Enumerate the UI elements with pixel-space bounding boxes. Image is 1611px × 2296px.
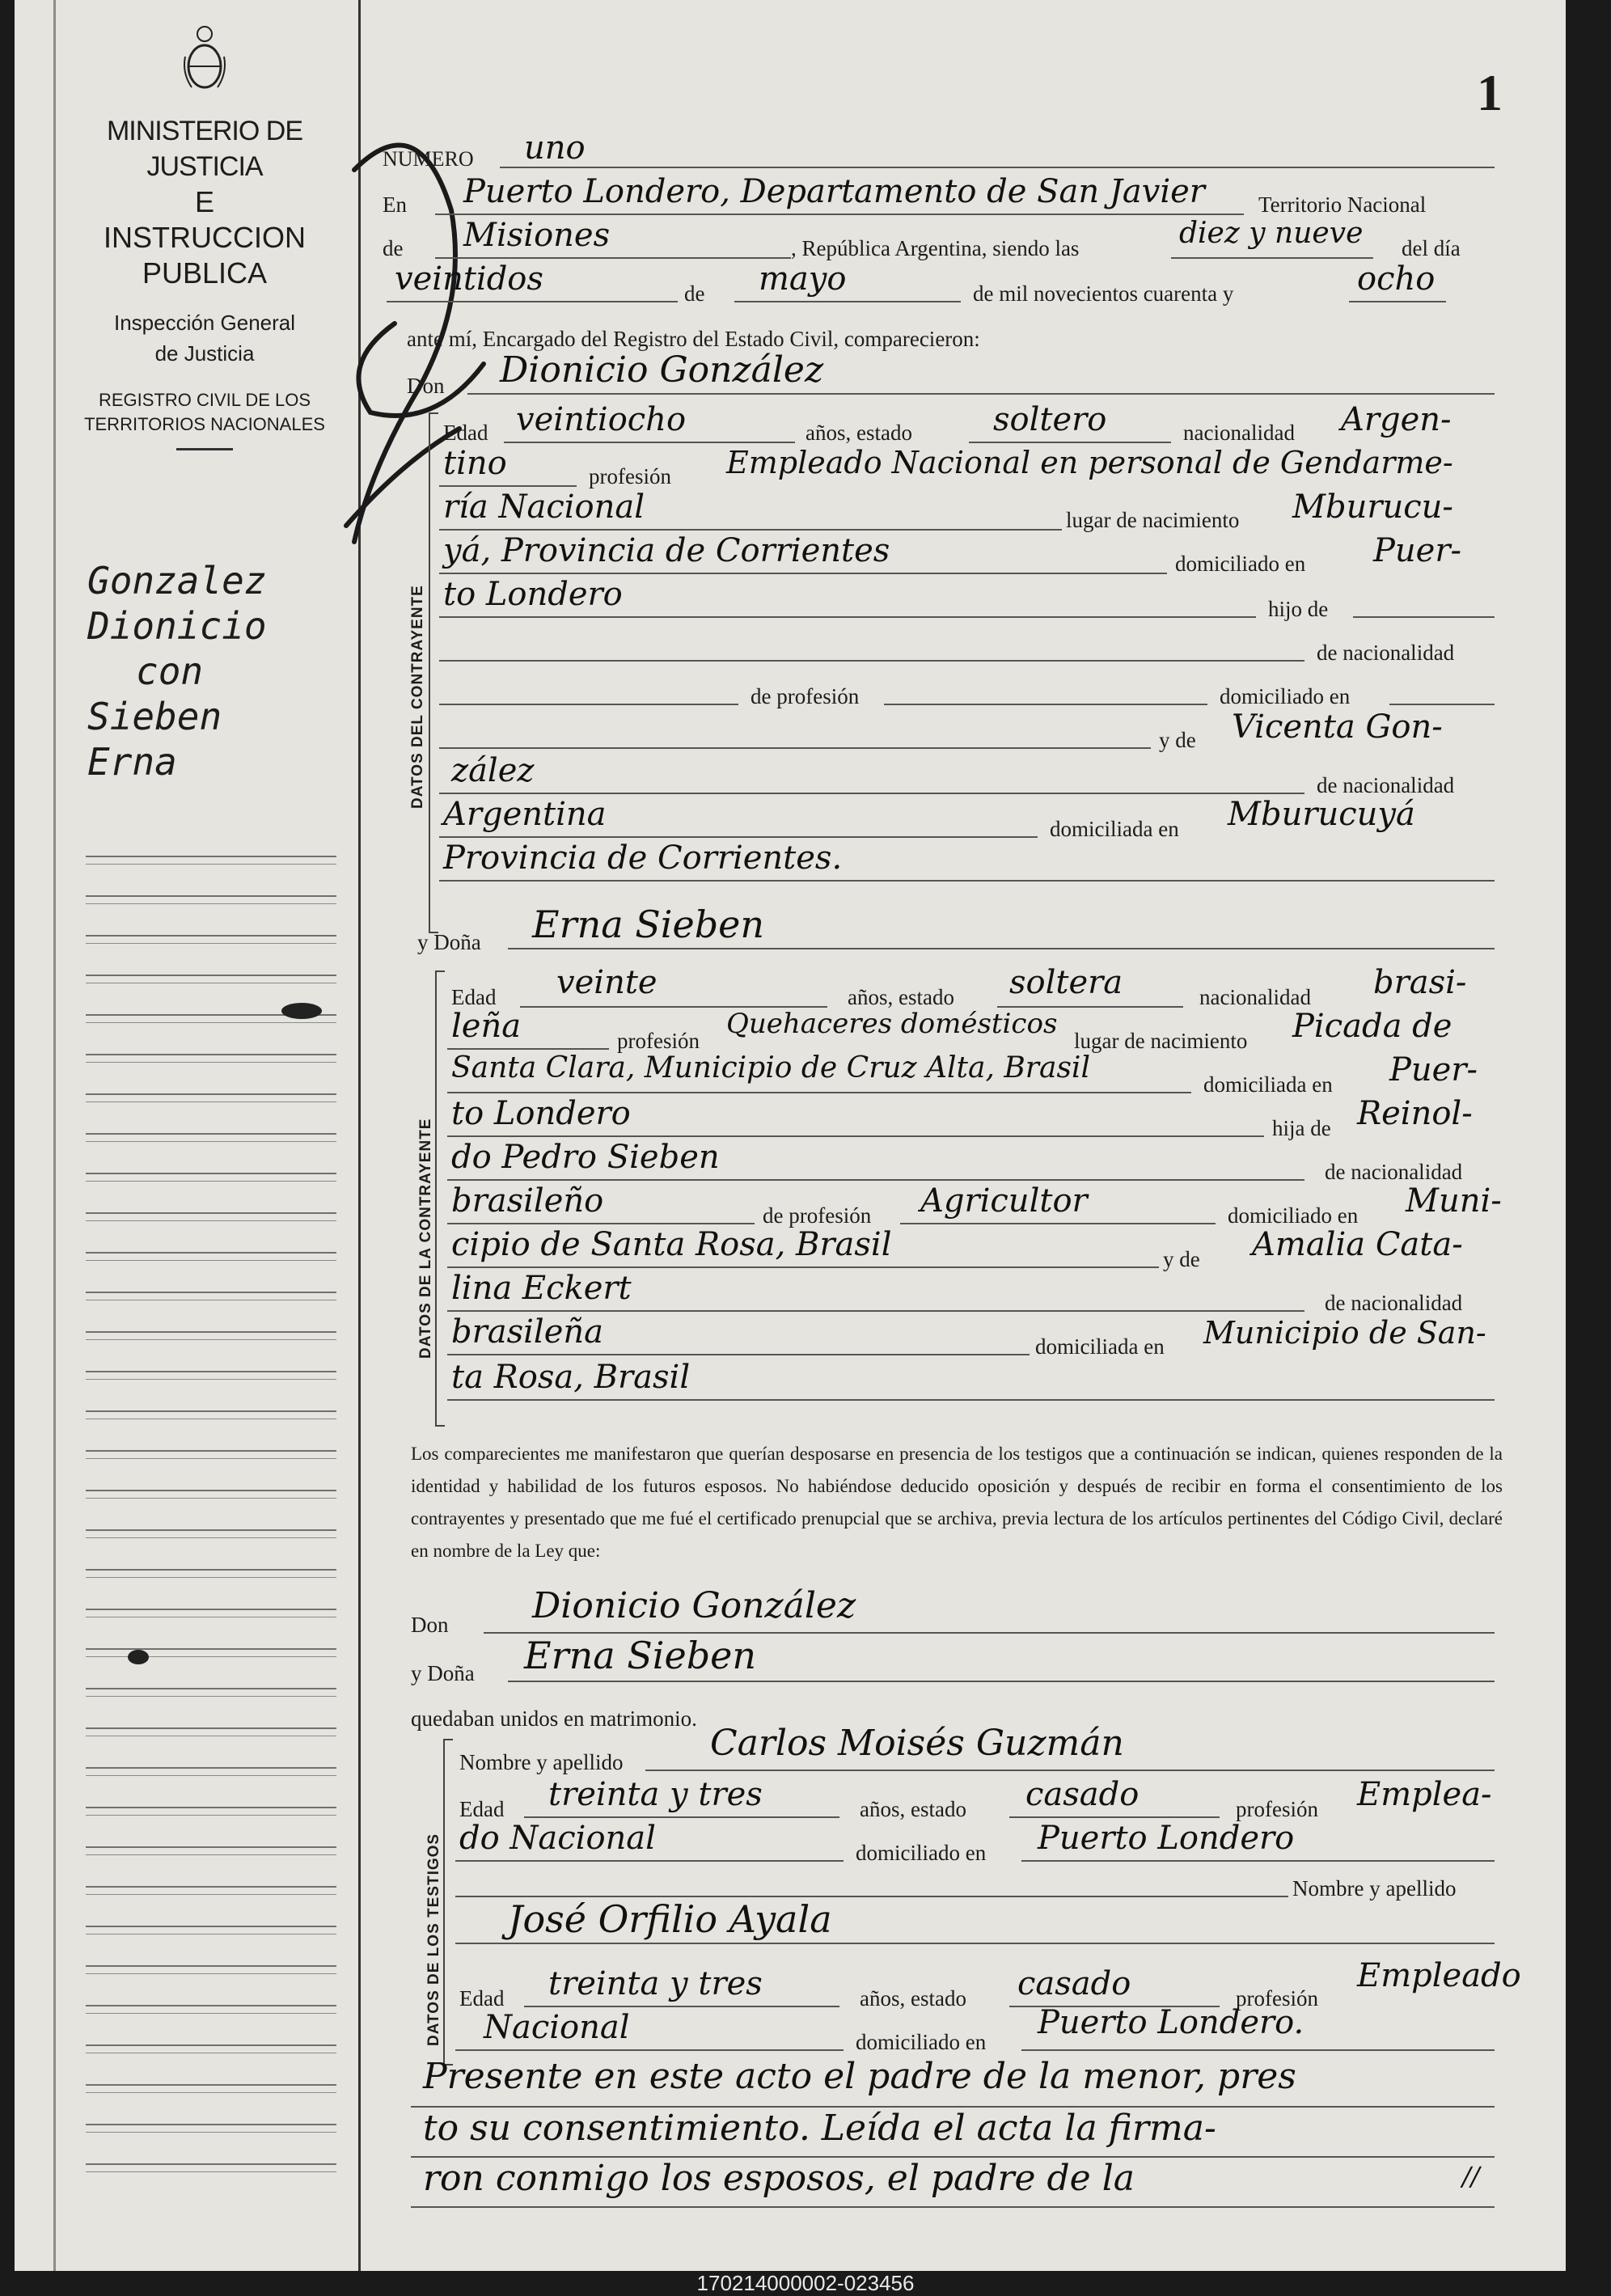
y-de-label: y de [1159,728,1196,752]
bride-age: veinte [556,964,658,1001]
fill-line [524,2006,839,2007]
bride-father-profession: Agricultor [920,1182,1088,1220]
witness2-name: José Orfilio Ayala [508,1897,832,1941]
groom-mother-nationality: Argentina [443,796,607,833]
domiciliada-label: domiciliada en [1203,1072,1333,1097]
edad-label: Edad [443,421,488,445]
groom-profession: Empleado Nacional en personal de Gendarme- [726,445,1453,480]
fill-line [447,1399,1495,1401]
fill-line [524,1816,839,1818]
groom-nationality-cont: tino [443,445,507,482]
fill-line [500,167,1495,168]
bride-father-nationality: brasileño [451,1182,604,1220]
de-nacionalidad-label: de nacionalidad [1325,1160,1463,1184]
de-profesion-label: de profesión [751,684,860,708]
fill-line [439,485,577,487]
fill-line [439,660,1304,662]
witness1-age: treinta y tres [548,1776,763,1813]
bride-nationality-cont: leña [451,1008,522,1045]
nombre-label: Nombre y apellido [459,1750,624,1774]
witness2-status: casado [1017,1965,1131,2002]
fill-line [435,214,1244,215]
year-label: de mil novecientos cuarenta y [973,281,1234,306]
fill-line [1349,301,1446,302]
domiciliado-label: domiciliado en [1175,552,1306,576]
de-nacionalidad-label: de nacionalidad [1317,773,1455,797]
binding-edge [53,0,56,2271]
groom-nationality: Argen- [1341,401,1452,438]
anos-estado-label: años, estado [860,1986,966,2011]
margin-name: Gonzalez [87,559,267,603]
dona-label: y Doña [411,1661,475,1685]
fill-line [900,1223,1216,1224]
hour: diez y nueve [1179,217,1364,250]
section-bracket [443,1739,453,2066]
groom-name: Dionicio González [500,349,824,391]
margin-name: Sieben [87,695,222,738]
groom-section-label: DATOS DEL CONTRAYENTE [409,585,426,809]
groom-mother-cont: zález [451,752,535,789]
groom-mother-address-cont: Provincia de Corrientes. [443,839,843,877]
groom-mother: Vicenta Gon- [1232,708,1443,746]
margin-name: Dionicio [87,604,267,648]
fill-line [884,704,1207,705]
bride-father-address-cont: cipio de Santa Rosa, Brasil [451,1226,892,1263]
groom-profession-cont: ría Nacional [443,488,645,526]
fill-line [439,616,1256,618]
bride-mother: Amalia Cata- [1252,1226,1463,1263]
divider [176,448,233,450]
fill-line [1353,616,1495,618]
fill-line [435,257,791,259]
domiciliado-label: domiciliado en [1228,1203,1359,1228]
coat-of-arms-icon [180,24,229,97]
domiciliado-en-label: domiciliado en [1220,684,1351,708]
bride-address: Puer- [1389,1051,1478,1089]
domiciliada-label: domiciliada en [1035,1334,1165,1359]
fill-line [439,529,1062,531]
witness1-status: casado [1025,1776,1140,1813]
dona-label: y Doña [417,930,481,954]
fill-line [508,948,1495,949]
edad-label: Edad [451,985,497,1009]
declaration-paragraph: Los comparecientes me manifestaron que querían desposarse en presencia de los testigos que a continuación se indican, quienes responden de la identidad y habilidad de los futuros esposos. No habiéndose deducido oposición y después de recibir en forma el consentimiento de los contrayentes y presentado que me fué el certificado prenupcial que se archiva, previa lectura de los artículos pertinentes del Código Civil, declaré en nombre de la Ley que: [411,1444,1503,1561]
witness2-address: Puerto Londero. [1038,2004,1304,2041]
bride-mother-nationality: brasileña [451,1313,603,1351]
act-number: uno [524,129,586,167]
ink-blot [281,1003,322,1019]
nacimiento-label: lugar de nacimiento [1074,1029,1248,1053]
domiciliada-label: domiciliada en [1050,817,1179,841]
registry-line2: TERRITORIOS NACIONALES [84,414,325,434]
note-line3: ron conmigo los esposos, el padre de la [423,2158,1135,2199]
witnesses-section-label: DATOS DE LOS TESTIGOS [425,1833,442,2046]
office-line2: de Justicia [154,341,255,366]
fill-line [455,1860,844,1862]
bride-father: Reinol- [1357,1095,1473,1132]
don-label: Don [411,1613,449,1637]
fill-line [439,836,1038,838]
fill-line [439,880,1495,882]
witness2-age: treinta y tres [548,1965,763,2002]
bride-mother-address: Municipio de San- [1203,1315,1486,1351]
fill-line [1021,1860,1495,1862]
fill-line [1021,2049,1495,2051]
fill-line [467,393,1495,395]
note-end-mark: // [1462,2161,1480,2192]
note-line1: Presente en este acto el padre de la menor, pres [423,2056,1296,2097]
married-bride: Erna Sieben [524,1634,756,1677]
domiciliado-label: domiciliado en [856,2030,987,2054]
bride-birthplace-cont: Santa Clara, Municipio de Cruz Alta, Brasil [451,1051,1090,1085]
nombre-label: Nombre y apellido [1292,1876,1457,1901]
fill-line [645,1770,1495,1771]
de-profesion-label: de profesión [763,1203,872,1228]
de-label: de [383,236,404,260]
fill-line [447,1354,1030,1355]
fill-line [439,793,1304,794]
ante-label: ante mí, Encargado del Registro del Estado Civil, comparecieron: [407,327,980,351]
margin-annotation [87,558,330,784]
fill-line [455,2049,844,2051]
fill-line [1389,704,1495,705]
y-de-label: y de [1163,1247,1200,1271]
witness2-profession: Empleado [1357,1957,1521,1994]
groom-status: soltero [993,401,1107,438]
witness1-name: Carlos Moisés Guzmán [710,1723,1124,1764]
nacionalidad-label: nacionalidad [1183,421,1295,445]
anos-estado-label: años, estado [860,1797,966,1821]
bride-status: soltera [1009,964,1123,1001]
fill-line [734,301,961,302]
office-line1: Inspección General [113,311,296,335]
fill-line [439,747,1151,749]
fill-line [447,1223,755,1224]
married-groom: Dionicio González [532,1585,856,1626]
numero-label: NUMERO [383,147,474,171]
closing-text: quedaban unidos en matrimonio. [411,1706,697,1731]
fill-line [1171,257,1373,259]
witness1-address: Puerto Londero [1038,1820,1295,1857]
fill-line [447,1266,1159,1268]
bride-father-address: Muni- [1406,1182,1502,1220]
don-label: Don [407,374,445,398]
fill-line [504,442,795,443]
fill-line [1009,1816,1220,1818]
issuer-block [63,24,346,450]
anos-estado-label: años, estado [806,421,912,445]
profesion-label: profesión [589,464,671,488]
fill-line [969,442,1171,443]
margin-name: Erna [87,740,177,784]
section-bracket [435,970,445,1427]
groom-address: Puer- [1373,532,1461,569]
bride-mother-address-cont: ta Rosa, Brasil [451,1359,691,1396]
groom-address-cont: to Londero [443,576,623,613]
hijo-label: hijo de [1268,597,1329,621]
fill-line [439,573,1167,574]
de-nacionalidad-label: de nacionalidad [1317,641,1455,665]
fill-line [439,704,738,705]
de-label: de [684,281,705,306]
ministry-line2: E [194,185,214,218]
page-number: 1 [1477,64,1503,121]
domiciliado-label: domiciliado en [856,1841,987,1865]
groom-birthplace: Mburucu- [1292,488,1453,526]
province: Misiones [463,217,611,254]
note-line2: to su consentimiento. Leída el acta la firma- [423,2108,1216,2149]
fill-line [387,301,678,302]
month: mayo [759,260,847,298]
ministry-line1: MINISTERIO DE JUSTICIA [106,116,303,182]
year: ocho [1357,260,1436,298]
hija-label: hija de [1272,1116,1331,1140]
profesion-label: profesión [1236,1797,1318,1821]
ministry-line3: INSTRUCCION PUBLICA [104,221,306,290]
groom-mother-address: Mburucuyá [1228,796,1415,833]
nacionalidad-label: nacionalidad [1199,985,1311,1009]
place: Puerto Londero, Departamento de San Javier [463,173,1205,210]
fill-line [447,1092,1191,1093]
bride-section-label: DATOS DE LA CONTRAYENTE [417,1118,434,1359]
fill-line [447,1179,1304,1181]
bride-father-cont: do Pedro Sieben [451,1139,720,1176]
bride-profession: Quehaceres domésticos [726,1008,1058,1040]
fill-line [411,2206,1495,2208]
bride-birthplace: Picada de [1292,1008,1452,1045]
fill-line [455,1943,1495,1944]
anos-estado-label: años, estado [848,985,954,1009]
en-label: En [383,192,407,217]
witness1-profession-cont: do Nacional [459,1820,656,1857]
bride-address-cont: to Londero [451,1095,631,1132]
fill-line [447,1310,1304,1312]
witness1-profession: Emplea- [1357,1776,1492,1813]
fill-line [447,1135,1264,1137]
day: veintidos [395,260,543,298]
edad-label: Edad [459,1986,505,2011]
groom-age: veintiocho [516,401,687,438]
ink-blot [128,1650,149,1664]
witness2-profession-cont: Nacional [484,2009,630,2046]
groom-birthplace-cont: yá, Provincia de Corrientes [443,532,890,569]
del-dia-label: del día [1402,236,1461,260]
edad-label: Edad [459,1797,505,1821]
bride-name: Erna Sieben [532,903,764,946]
profesion-label: profesión [617,1029,700,1053]
territorio-label: Territorio Nacional [1258,192,1427,217]
archive-id: 170214000002-023456 [0,2271,1611,2296]
de-nacionalidad-label: de nacionalidad [1325,1291,1463,1315]
fill-line [447,1048,609,1050]
bride-nationality: brasi- [1373,964,1467,1001]
bride-mother-cont: lina Eckert [451,1270,632,1307]
section-bracket [429,412,438,933]
margin-name: con [136,649,204,693]
fill-line [508,1681,1495,1682]
republica-label: , República Argentina, siendo las [791,236,1080,260]
profesion-label: profesión [1236,1986,1318,2011]
register-page [15,0,1566,2271]
margin-ruled-lines [86,825,336,2200]
nacimiento-label: lugar de nacimiento [1066,508,1240,532]
registry-line1: REGISTRO CIVIL DE LOS [98,390,311,410]
